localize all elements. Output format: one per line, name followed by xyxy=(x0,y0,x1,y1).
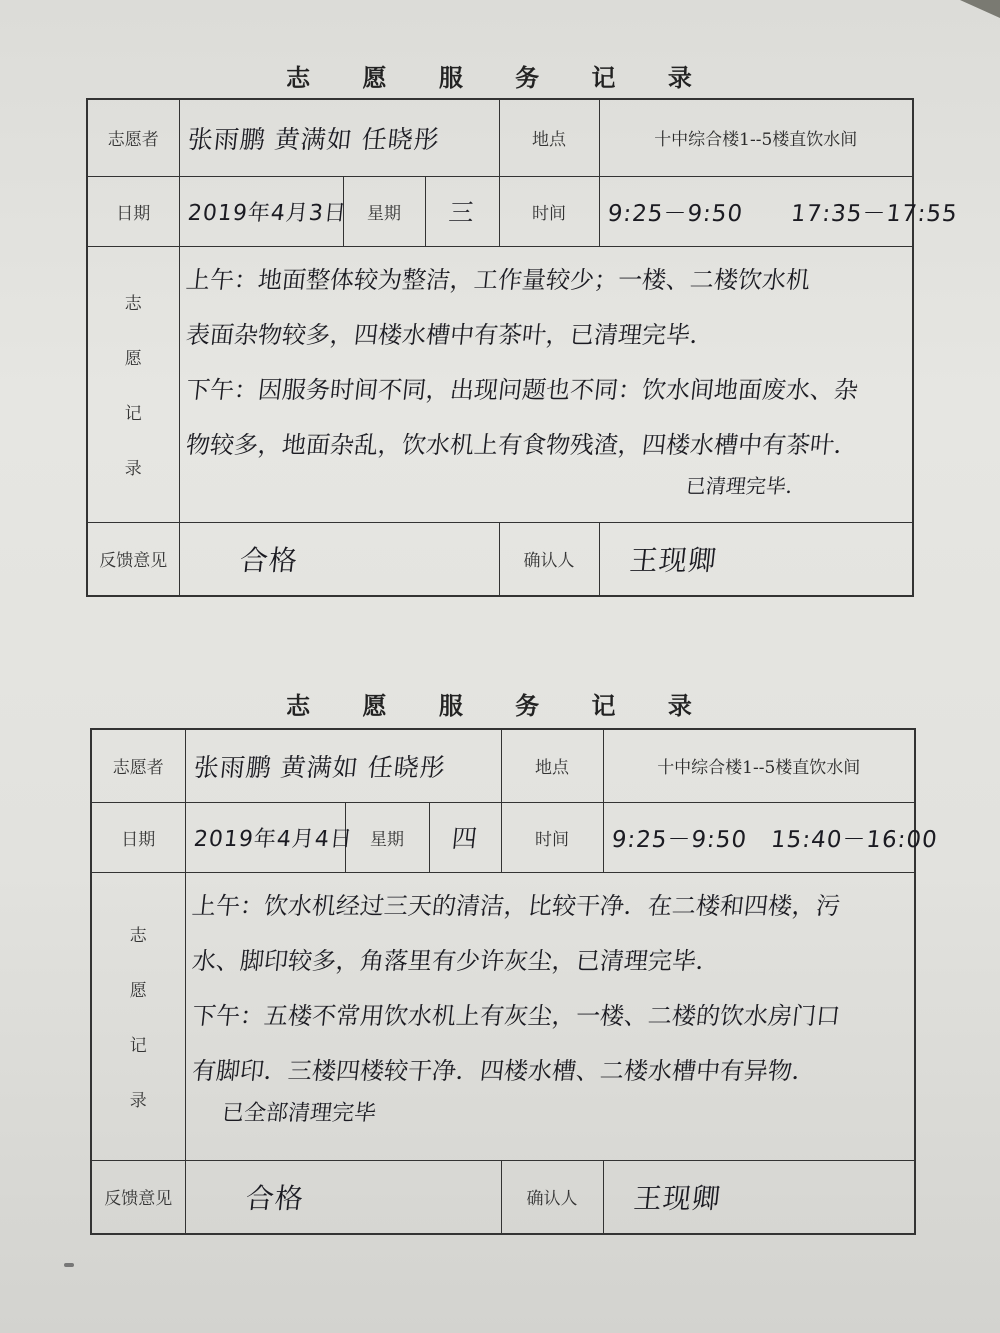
location-value: 十中综合楼1--5楼直饮水间 xyxy=(599,99,913,176)
record-label-char: 录 xyxy=(124,459,142,479)
date-value: 2019年4月4日 xyxy=(191,826,354,852)
record-label-char: 志 xyxy=(124,294,142,314)
time-cell xyxy=(599,176,959,246)
volunteer-names-cell xyxy=(185,729,501,802)
time-value: 9:25－9:50 15:40－16:00 xyxy=(609,826,939,853)
time-label: 时间 xyxy=(499,176,599,246)
record-label-char: 愿 xyxy=(129,981,147,1001)
confirmer-label: 确认人 xyxy=(499,522,599,596)
confirmer-label: 确认人 xyxy=(501,1160,603,1234)
date-value: 2019年4月3日 xyxy=(185,200,348,226)
time-value: 9:25－9:50 17:35－17:55 xyxy=(605,200,959,227)
photo-corner-shadow xyxy=(960,0,1000,18)
volunteer-names: 张雨鹏 黄满如 任晓彤 xyxy=(191,752,447,782)
record-line: 水、脚印较多，角落里有少许灰尘，已清理完毕． xyxy=(190,946,722,975)
confirmer-cell xyxy=(599,522,913,596)
record-line: 上午：地面整体较为整洁，工作量较少；一楼、二楼饮水机 xyxy=(184,265,812,294)
record-form-2 xyxy=(90,728,939,1235)
record-line: 已全部清理完毕 xyxy=(220,1100,377,1126)
feedback-value: 合格 xyxy=(243,1181,306,1215)
feedback-label: 反馈意见 xyxy=(91,1160,185,1234)
date-label: 日期 xyxy=(91,802,185,872)
record-form-1 xyxy=(86,98,959,597)
volunteer-names: 张雨鹏 黄满如 任晓彤 xyxy=(185,124,441,154)
weekday-label: 星期 xyxy=(343,176,425,246)
record-line: 物较多，地面杂乱，饮水机上有食物残渣，四楼水槽中有茶叶． xyxy=(184,430,860,459)
weekday-cell xyxy=(425,176,499,246)
record-label xyxy=(87,246,179,522)
weekday-value: 四 xyxy=(450,824,480,853)
record-label-char: 记 xyxy=(129,1036,147,1056)
location-value: 十中综合楼1--5楼直饮水间 xyxy=(603,729,915,802)
time-cell xyxy=(603,802,939,872)
record-label-char: 愿 xyxy=(124,349,142,369)
record-body xyxy=(185,872,915,1160)
record-title: 志 愿 服 务 记 录 xyxy=(286,691,714,720)
confirmer-cell xyxy=(603,1160,915,1234)
date-label: 日期 xyxy=(87,176,179,246)
record-line: 下午：因服务时间不同，出现问题也不同：饮水间地面废水、杂 xyxy=(184,375,860,404)
confirmer-signature: 王现卿 xyxy=(627,543,719,577)
feedback-label: 反馈意见 xyxy=(87,522,179,596)
paper-mark xyxy=(64,1263,74,1267)
feedback-cell xyxy=(185,1160,501,1234)
time-label: 时间 xyxy=(501,802,603,872)
record-line: 已清理完毕． xyxy=(684,473,807,498)
record-label-char: 志 xyxy=(129,926,147,946)
record-line: 下午：五楼不常用饮水机上有灰尘，一楼、二楼的饮水房门口 xyxy=(190,1001,842,1030)
record-title: 志 愿 服 务 记 录 xyxy=(286,63,714,92)
volunteer-names-cell xyxy=(179,99,499,176)
feedback-value: 合格 xyxy=(237,543,300,577)
date-cell xyxy=(179,176,348,246)
record-body xyxy=(179,246,913,522)
weekday-label: 星期 xyxy=(345,802,429,872)
record-label xyxy=(91,872,185,1160)
date-cell xyxy=(185,802,354,872)
confirmer-signature: 王现卿 xyxy=(631,1181,723,1215)
location-label: 地点 xyxy=(499,99,599,176)
record-line: 上午：饮水机经过三天的清洁，比较干净．在二楼和四楼，污 xyxy=(190,891,842,920)
record-label-char: 录 xyxy=(129,1091,147,1111)
volunteer-label: 志愿者 xyxy=(87,99,179,176)
feedback-cell xyxy=(179,522,499,596)
record-label-char: 记 xyxy=(124,404,142,424)
weekday-value: 三 xyxy=(447,198,477,227)
record-line: 有脚印．三楼四楼较干净．四楼水槽、二楼水槽中有异物． xyxy=(190,1056,818,1085)
volunteer-label: 志愿者 xyxy=(91,729,185,802)
record-line: 表面杂物较多，四楼水槽中有茶叶，已清理完毕． xyxy=(184,320,716,349)
location-label: 地点 xyxy=(501,729,603,802)
weekday-cell xyxy=(429,802,501,872)
